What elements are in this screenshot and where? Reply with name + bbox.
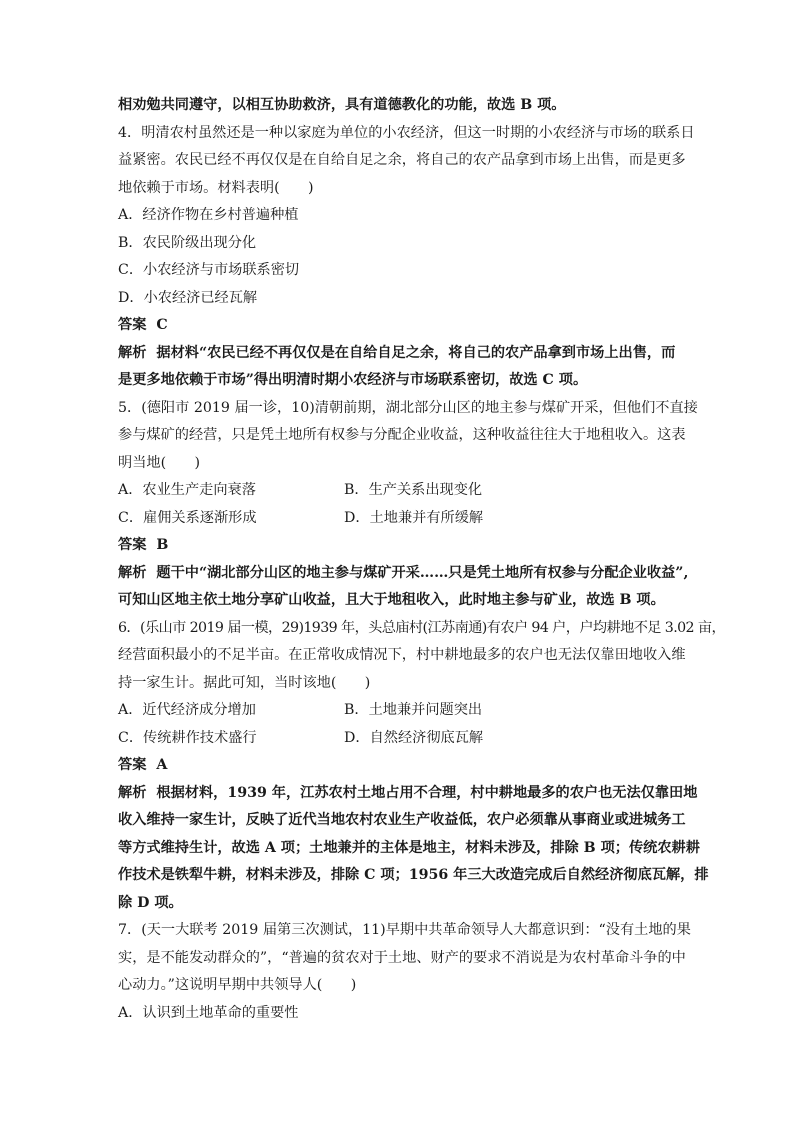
q5-options-row (118, 477, 680, 505)
q4-answer (118, 312, 680, 340)
q5-option-a: A．农业生产走向衰落 (118, 482, 256, 498)
q5-options-row (118, 505, 680, 533)
q5-analysis-line: 可知山区地主依土地分享矿山收益，且大于地租收入，此时地主参与矿业，故选 B 项。 (118, 592, 665, 608)
q6-analysis-line: 等方式维持生计，故选 A 项；土地兼并的主体是地主，材料未涉及，排除 B 项；传统农耕耕 (118, 839, 700, 856)
q7-stem-line: 7．(天一大联考 2019 届第三次测试，11)早期中共革命领导人大都意识到：“没有土地的果 (118, 922, 691, 938)
q4-analysis-line: 是更多地依赖于市场”得出明清时期小农经济与市场联系密切，故选 C 项。 (118, 372, 588, 388)
q6-answer (118, 752, 680, 780)
answer-value: C (156, 317, 168, 333)
q5-stem-line: 5．(德阳市 2019 届一诊，10)清朝前期，湖北部分山区的地主参与煤矿开采，但他们不直接 (118, 399, 698, 416)
q6-option-a: A．近代经济成分增加 (118, 702, 256, 718)
question-6 (118, 615, 726, 918)
analysis-text: 根据材料，1939 年，江苏农村土地占用不合理，村中耕地最多的农户也无法仅靠田地 (156, 784, 698, 801)
answer-label: 答案 (118, 757, 147, 773)
analysis-label: 解析 (118, 564, 147, 581)
q4-option-d: D．小农经济已经瓦解 (118, 289, 258, 306)
q5-option-c: C．雇佣关系逐渐形成 (118, 509, 257, 526)
question-4 (118, 120, 695, 395)
q5-analysis-line (118, 560, 689, 588)
q5-option-b: B．生产关系出现变化 (344, 482, 483, 498)
q6-analysis-line (118, 780, 698, 808)
q4-option-b: B．农民阶级出现分化 (118, 234, 257, 251)
q7-stem-line: 心动力。”这说明早期中共领导人( ) (118, 977, 357, 993)
analysis-label: 解析 (118, 344, 147, 361)
q5-answer (118, 532, 680, 560)
q4-option-c: C．小农经济与市场联系密切 (118, 262, 300, 278)
q6-option-b: B．土地兼并问题突出 (344, 702, 483, 718)
q4-analysis-line (118, 340, 680, 368)
analysis-text: 据材料“农民已经不再仅仅是在自给自足之余，将自己的农产品拿到市场上出售，而 (156, 344, 676, 361)
q5-stem-line: 参与煤矿的经营，只是凭土地所有权参与分配企业收益，这种收益往往大于地租收入。这表 (118, 427, 686, 443)
q6-options-row (118, 725, 680, 753)
q5-option-d: D．土地兼并有所缓解 (344, 509, 484, 526)
q7-stem-line: 实，是不能发动群众的”，“普遍的贫农对于土地、财产的要求不消说是为农村革命斗争的中 (118, 949, 686, 966)
q4-stem-line: 益紧密。农民已经不再仅仅是在自给自足之余，将自己的农产品拿到市场上出售，而是更多 (118, 152, 686, 168)
q6-stem-line: 经营面积最小的不足半亩。在正常收成情况下，村中耕地最多的农户也无法仅靠田地收入维 (118, 647, 686, 663)
q3-analysis-tail: 相劝勉共同遵守，以相互协助救济，具有道德教化的功能，故选 B 项。 (118, 97, 566, 113)
q6-analysis-line: 除 D 项。 (118, 894, 183, 911)
analysis-text: 题干中“湖北部分山区的地主参与煤矿开采……只是凭土地所有权参与分配企业收益”, (156, 564, 689, 581)
answer-label: 答案 (118, 537, 147, 553)
document-page (118, 92, 726, 1027)
answer-value: A (156, 757, 168, 773)
q6-stem-line: 持一家生计。据此可知，当时该地( ) (118, 674, 371, 691)
q4-option-a: A．经济作物在乡村普遍种植 (118, 207, 299, 223)
q6-analysis-line: 作技术是铁犁牛耕，材料未涉及，排除 C 项；1956 年三大改造完成后自然经济彻底瓦解，排 (118, 867, 709, 883)
q5-stem-line: 明当地( ) (118, 454, 201, 471)
q4-stem-line: 地依赖于市场。材料表明( ) (118, 179, 314, 196)
q6-option-d: D．自然经济彻底瓦解 (344, 729, 484, 746)
answer-value: B (156, 537, 169, 553)
q6-stem-line: 6．(乐山市 2019 届一模，29)1939 年，头总庙村(江苏南通)有农户 94 户，户均耕地不足 3.02 亩， (118, 619, 726, 636)
q6-options-row (118, 697, 680, 725)
q6-analysis-line: 收入维持一家生计，反映了近代当地农村农业生产收益低，农户必须靠从事商业或进城务工 (118, 812, 686, 828)
analysis-label: 解析 (118, 784, 147, 801)
answer-label: 答案 (118, 317, 147, 333)
q7-option-a: A．认识到土地革命的重要性 (118, 1004, 299, 1021)
q6-option-c: C．传统耕作技术盛行 (118, 729, 257, 746)
question-5 (118, 395, 698, 615)
question-7 (118, 917, 691, 1027)
q4-stem-line: 4．明清农村虽然还是一种以家庭为单位的小农经济，但这一时期的小农经济与市场的联系日 (118, 124, 695, 141)
